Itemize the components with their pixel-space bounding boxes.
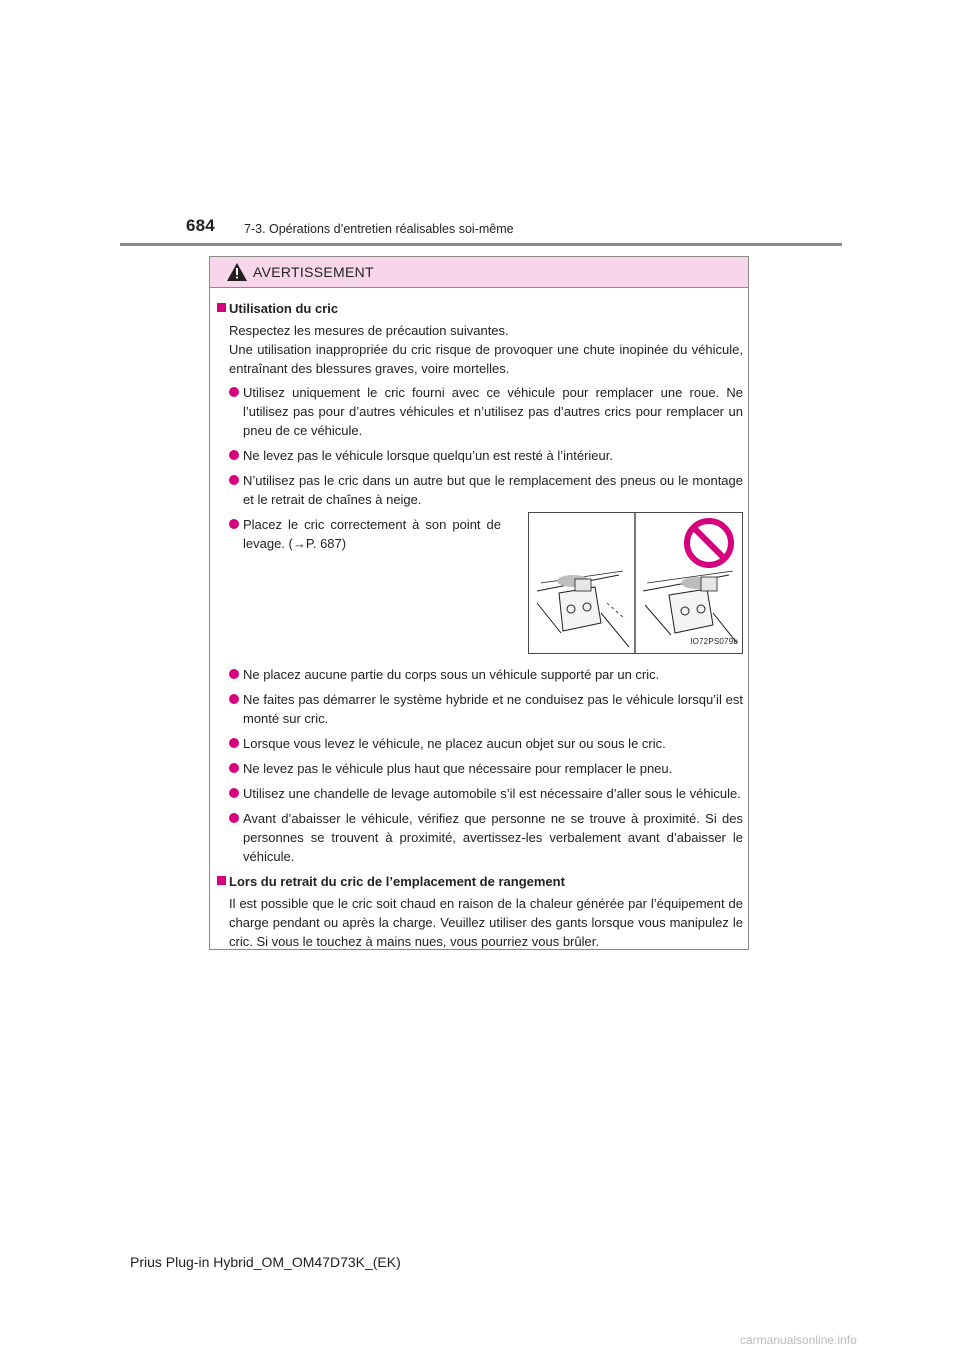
- header-rule: [120, 243, 842, 246]
- list-item: Ne levez pas le véhicule plus haut que nécessaire pour remplacer le pneu.: [229, 759, 743, 778]
- list-item: N’utilisez pas le cric dans un autre but que le remplacement des pneus ou le montage et le retrait de chaînes à neige.: [229, 471, 743, 509]
- footer-model: Prius Plug-in Hybrid_OM_OM47D73K_(EK): [130, 1254, 401, 1270]
- list-item: Lorsque vous levez le véhicule, ne placez aucun objet sur ou sous le cric.: [229, 734, 743, 753]
- circle-bullet-icon: [229, 387, 239, 397]
- section-title: 7-3. Opérations d’entretien réalisables soi-même: [244, 222, 514, 236]
- circle-bullet-icon: [229, 788, 239, 798]
- figure-row: [229, 515, 743, 659]
- circle-bullet-icon: [229, 763, 239, 773]
- watermark: carmanualsonline.info: [740, 1333, 857, 1347]
- square-bullet-icon: [217, 303, 226, 312]
- circle-bullet-icon: [229, 813, 239, 823]
- list-item: Avant d’abaisser le véhicule, vérifiez que personne ne se trouve à proximité. Si des personnes se trouvent à proximité, avertissez-les verbalement avant d’abaisser le véhicule.: [229, 809, 743, 866]
- topic-heading: Lors du retrait du cric de l’emplacement de rangement: [217, 872, 743, 891]
- bullet-list: [217, 383, 743, 866]
- circle-bullet-icon: [229, 450, 239, 460]
- list-item: Ne faites pas démarrer le système hybride et ne conduisez pas le véhicule lorsqu’il est monté sur cric.: [229, 690, 743, 728]
- jack-placement-figure: [528, 512, 743, 654]
- circle-bullet-icon: [229, 694, 239, 704]
- intro-text: Respectez les mesures de précaution suivantes. Une utilisation inappropriée du cric risque de provoquer une chute inopinée du véhicule, entraînant des blessures graves, voire mortelles.: [229, 323, 743, 376]
- list-item: Utilisez une chandelle de levage automobile s’il est nécessaire d’aller sous le véhicule.: [229, 784, 743, 803]
- square-bullet-icon: [217, 876, 226, 885]
- topic-text: Il est possible que le cric soit chaud en raison de la chaleur générée par l’équipement de charge pendant ou après la charge. Veuillez utiliser des gants lorsque vous manipulez le cric. Si vous le touchez à mains nues, vous pourriez vous brûler.: [229, 896, 743, 949]
- page-number: 684: [186, 216, 215, 235]
- list-item: Ne levez pas le véhicule lorsque quelqu’un est resté à l’intérieur.: [229, 446, 743, 465]
- warning-header: [210, 257, 748, 288]
- circle-bullet-icon: [229, 669, 239, 679]
- warning-title: AVERTISSEMENT: [253, 264, 374, 280]
- list-item: Placez le cric correctement à son point de levage. (→P. 687): [229, 515, 501, 553]
- circle-bullet-icon: [229, 519, 239, 529]
- figure-code: IO72PS079b: [690, 637, 738, 646]
- warning-body: [217, 299, 743, 951]
- list-item: Utilisez uniquement le cric fourni avec ce véhicule pour remplacer une roue. Ne l’utilisez pas pour d’autres véhicules et n’utilisez pas d’autres crics pour remplacer un pneu de ce véhicule.: [229, 383, 743, 440]
- warning-box: [209, 256, 749, 950]
- topic-heading: Utilisation du cric: [217, 299, 743, 318]
- circle-bullet-icon: [229, 738, 239, 748]
- warning-triangle-icon: [227, 263, 247, 281]
- list-item: Ne placez aucune partie du corps sous un véhicule supporté par un cric.: [229, 665, 743, 684]
- circle-bullet-icon: [229, 475, 239, 485]
